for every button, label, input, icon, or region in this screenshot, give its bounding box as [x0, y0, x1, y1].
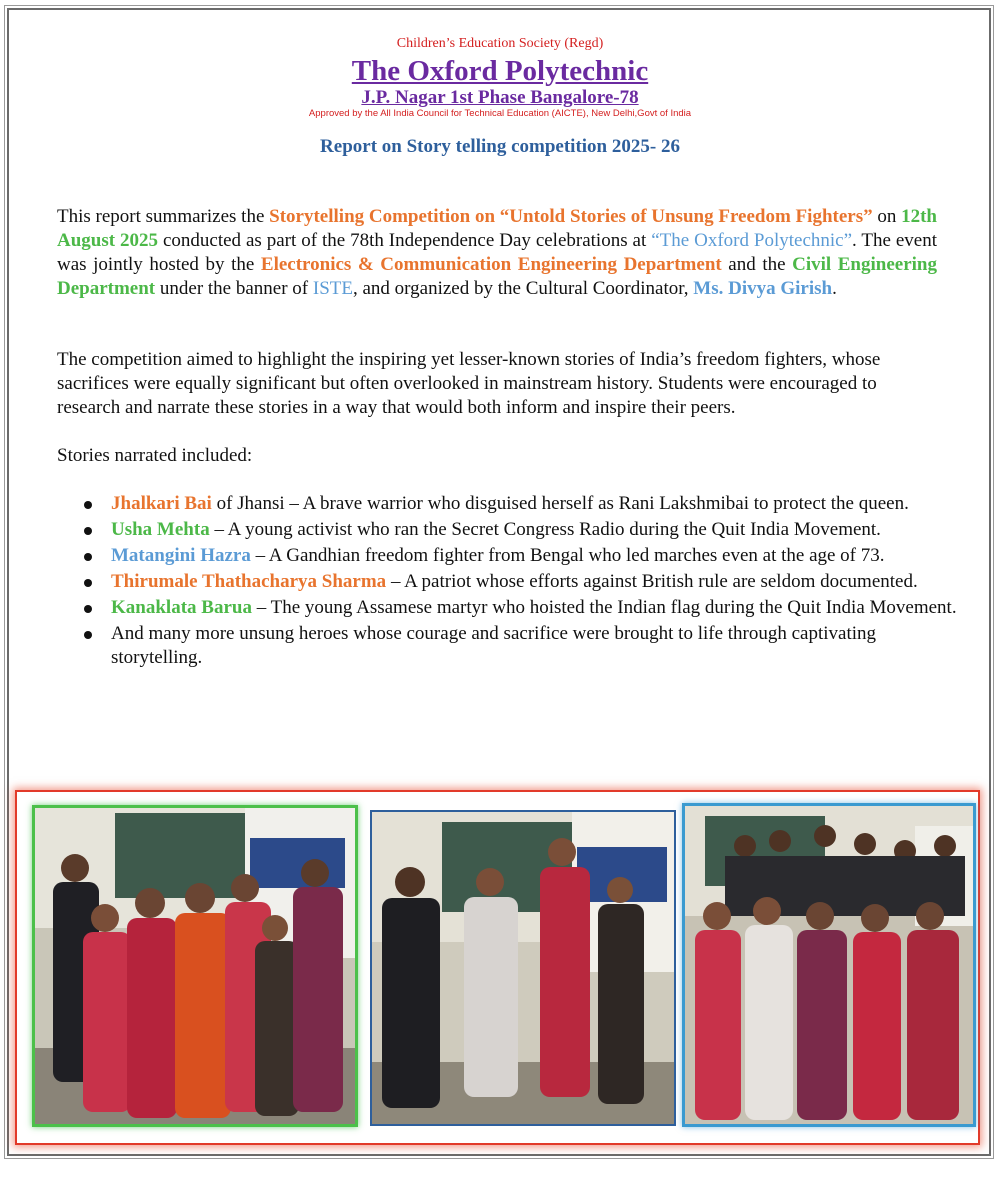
- list-item: [57, 492, 957, 516]
- story-hero-name: Thirumale Thathacharya Sharma: [111, 571, 387, 592]
- group-photo-2: [370, 810, 676, 1126]
- iste-banner: ISTE: [312, 278, 353, 299]
- story-description: And many more unsung heroes whose courage and sacrifice were brought to life through captivating storytelling.: [111, 623, 877, 668]
- group-photo-3: [682, 803, 976, 1127]
- list-item: [57, 622, 957, 670]
- report-title: Report on Story telling competition 2025- 26: [320, 136, 680, 157]
- list-item: [57, 544, 957, 568]
- stories-intro: Stories narrated included:: [57, 445, 253, 466]
- story-description: of Jhansi – A brave warrior who disguised herself as Rani Lakshmibai to protect the queen.: [211, 493, 909, 514]
- ece-department: Electronics & Communication Engineering Department: [260, 254, 722, 275]
- bullet-icon: [84, 579, 92, 587]
- bullet-icon: [84, 605, 92, 613]
- civil-department: Civil Engineering Department: [57, 254, 937, 299]
- intro-text: conducted as part of the 78th Independence Day celebrations at: [158, 230, 652, 251]
- story-hero-name: Matangini Hazra: [111, 545, 251, 566]
- story-hero-name: Usha Mehta: [111, 519, 210, 540]
- intro-text: .: [832, 278, 837, 299]
- bullet-icon: [84, 501, 92, 509]
- coordinator-name: Ms. Divya Girish: [693, 278, 833, 299]
- stories-list: [57, 492, 957, 672]
- photo-gallery: [15, 790, 980, 1145]
- bullet-icon: [84, 553, 92, 561]
- intro-text: on: [872, 206, 902, 227]
- intro-text: , and organized by the Cultural Coordinator,: [353, 278, 694, 299]
- event-name: Storytelling Competition on “Untold Stories of Unsung Freedom Fighters”: [269, 206, 873, 227]
- college-address: J.P. Nagar 1st Phase Bangalore-78: [361, 87, 639, 108]
- intro-text: This report summarizes the: [57, 206, 270, 227]
- venue-name: “The Oxford Polytechnic”: [651, 230, 853, 251]
- letterhead: [0, 36, 1000, 158]
- bullet-icon: [84, 631, 92, 639]
- list-item: [57, 596, 957, 620]
- story-description: – The young Assamese martyr who hoisted the Indian flag during the Quit India Movement.: [251, 597, 957, 618]
- story-hero-name: Kanaklata Barua: [111, 597, 252, 618]
- story-description: – A Gandhian freedom fighter from Bengal who led marches even at the age of 73.: [250, 545, 885, 566]
- list-item: [57, 518, 957, 542]
- story-description: – A young activist who ran the Secret Congress Radio during the Quit India Movement.: [209, 519, 881, 540]
- story-hero-name: Jhalkari Bai: [111, 493, 212, 514]
- intro-text: under the banner of: [155, 278, 313, 299]
- approval-line: Approved by the All India Council for Technical Education (AICTE), New Delhi,Govt of India: [308, 108, 692, 119]
- intro-paragraph: [57, 205, 937, 301]
- society-name: Children’s Education Society (Regd): [396, 36, 604, 51]
- group-photo-1: [32, 805, 358, 1127]
- list-item: [57, 570, 957, 594]
- story-description: – A patriot whose efforts against British rule are seldom documented.: [386, 571, 918, 592]
- bullet-icon: [84, 527, 92, 535]
- event-date: 12th August 2025: [57, 206, 938, 251]
- college-name: The Oxford Polytechnic: [351, 55, 649, 87]
- intro-text: and the: [721, 254, 793, 275]
- intro-text: . The event was jointly hosted by the: [57, 230, 938, 275]
- aim-paragraph: The competition aimed to highlight the inspiring yet lesser-known stories of India’s freedom fighters, whose sacrifices were equally significant but often overlooked in mainstream history. Students were encouraged to research and narrate these stories in a way that would both inform and inspire their peers.: [57, 349, 881, 418]
